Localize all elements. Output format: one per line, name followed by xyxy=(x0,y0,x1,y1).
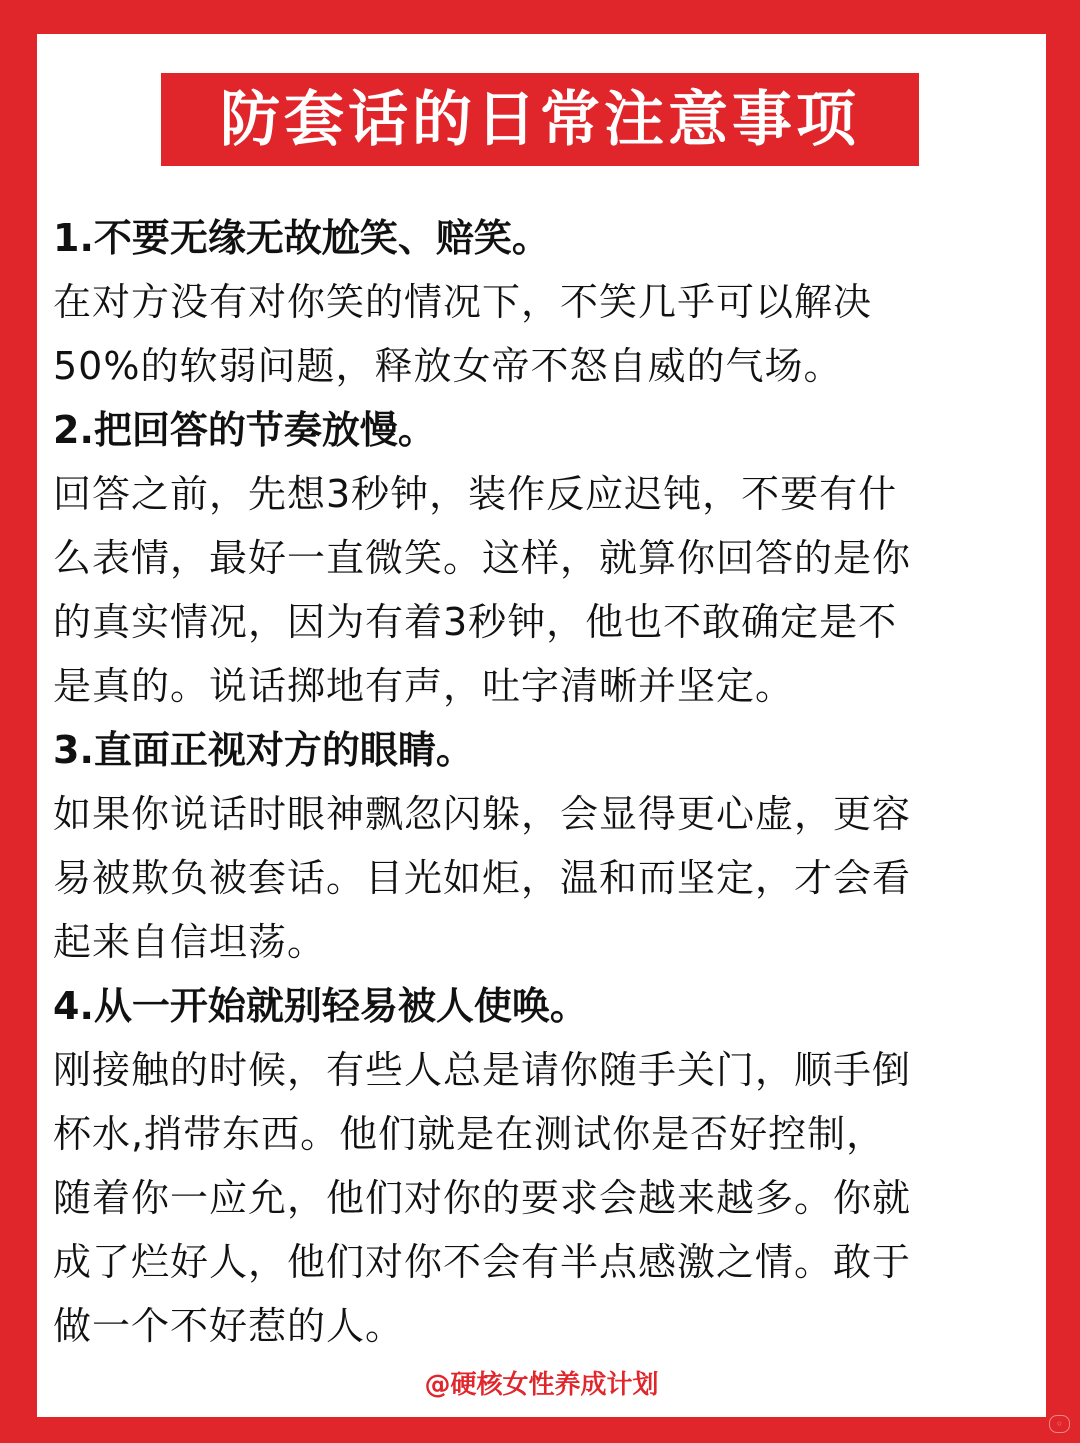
paragraph-line: 是真的。说话掷地有声，吐字清晰并坚定。 xyxy=(53,664,795,708)
paragraph-line: 起来自信坦荡。 xyxy=(53,920,327,964)
title-banner xyxy=(161,73,919,166)
content-card xyxy=(37,34,1046,1417)
paragraph-line: 如果你说话时眼神飘忽闪躲，会显得更心虚，更容 xyxy=(53,792,912,836)
section-heading: 2.把回答的节奏放慢。 xyxy=(53,408,436,452)
section-1 xyxy=(53,206,1033,398)
section-heading: 1.不要无缘无故尬笑、赔笑。 xyxy=(53,216,550,260)
paragraph-line: 的真实情况，因为有着3秒钟，他也不敢确定是不 xyxy=(53,600,898,644)
section-2 xyxy=(53,398,1033,718)
paragraph-line: 成了烂好人，他们对你不会有半点感激之情。敢于 xyxy=(53,1240,912,1284)
page-title: 防套话的日常注意事项 xyxy=(220,84,860,155)
paragraph-line: 回答之前，先想3秒钟，装作反应迟钝，不要有什 xyxy=(53,472,898,516)
section-heading: 4.从一开始就别轻易被人使唤。 xyxy=(53,984,588,1028)
paragraph-line: 易被欺负被套话。目光如炬，温和而坚定，才会看 xyxy=(53,856,912,900)
paragraph-line: 在对方没有对你笑的情况下，不笑几乎可以解决 xyxy=(53,280,873,324)
section-heading: 3.直面正视对方的眼睛。 xyxy=(53,728,474,772)
paragraph-line: 么表情，最好一直微笑。这样，就算你回答的是你 xyxy=(53,536,912,580)
paragraph-line: 做一个不好惹的人。 xyxy=(53,1304,405,1348)
paragraph-line: 50%的软弱问题，释放女帝不怒自威的气场。 xyxy=(53,344,843,388)
section-4 xyxy=(53,974,1033,1358)
article-body xyxy=(53,206,1033,1358)
paragraph-line: 随着你一应允，他们对你的要求会越来越多。你就 xyxy=(53,1176,912,1220)
author-watermark: @硬核女性养成计划 xyxy=(424,1370,659,1400)
paragraph-line: 杯水,捎带东西。他们就是在测试你是否好控制， xyxy=(53,1112,886,1156)
section-3 xyxy=(53,718,1033,974)
platform-logo: ◦ xyxy=(1049,1415,1070,1433)
paragraph-line: 刚接触的时候，有些人总是请你随手关门，顺手倒 xyxy=(53,1048,912,1092)
